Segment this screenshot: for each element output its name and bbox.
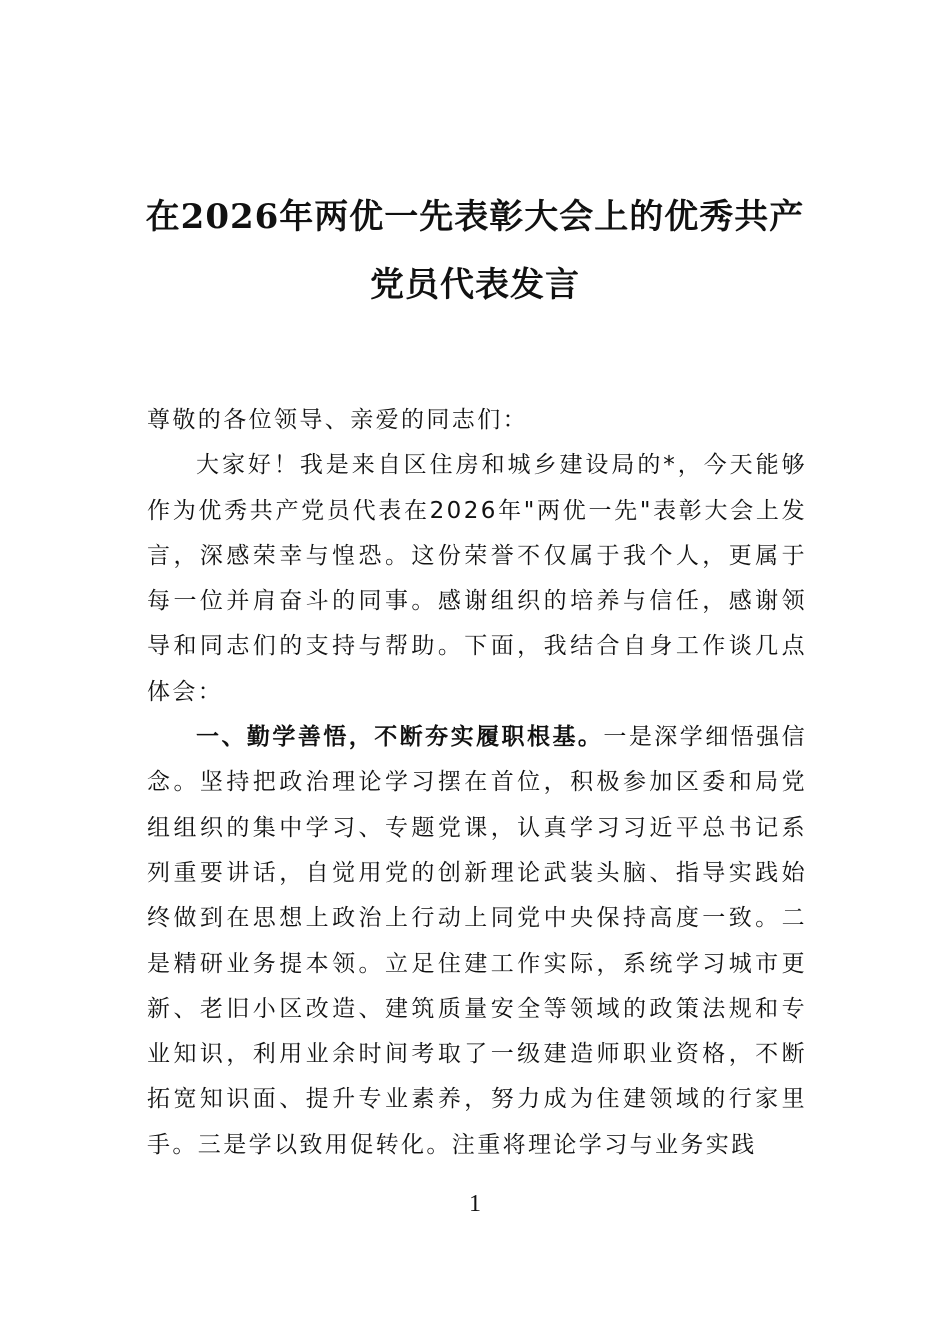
document-body [147,398,807,1168]
document-title-line-2: 党员代表发言 [370,265,580,305]
section-one-text: 一是深学细悟强信念。坚持把政治理论学习摆在首位，积极参加区委和局党组组织的集中学习、专题党课，认真学习习近平总书记系列重要讲话，自觉用党的创新理论武装头脑、指导实践始终做到在思想上政治上行动上同党中央保持高度一致。二是精研业务提本领。立足住建工作实际，系统学习城市更新、老旧小区改造、建筑质量安全等领域的政策法规和专业知识，利用业余时间考取了一级建造师职业资格，不断拓宽知识面、提升专业素养，努力成为住建领域的行家里手。三是学以致用促转化。注重将理论学习与业务实践 [147,724,807,1158]
paragraph-opening: 大家好！我是来自区住房和城乡建设局的*，今天能够作为优秀共产党员代表在2026年"两优一先"表彰大会上发言，深感荣幸与惶恐。这份荣誉不仅属于我个人，更属于每一位并肩奋斗的同事。感谢组织的培养与信任，感谢领导和同志们的支持与帮助。下面，我结合自身工作谈几点体会： [147,452,807,705]
salutation: 尊敬的各位领导、亲爱的同志们： [147,407,528,433]
section-heading-one: 一、勤学善悟，不断夯实履职根基。 [196,724,604,751]
document-title-line-1: 在2026年两优一先表彰大会上的优秀共产 [145,197,805,237]
page-number: 1 [469,1191,481,1217]
paragraph-section-one [147,715,807,1168]
